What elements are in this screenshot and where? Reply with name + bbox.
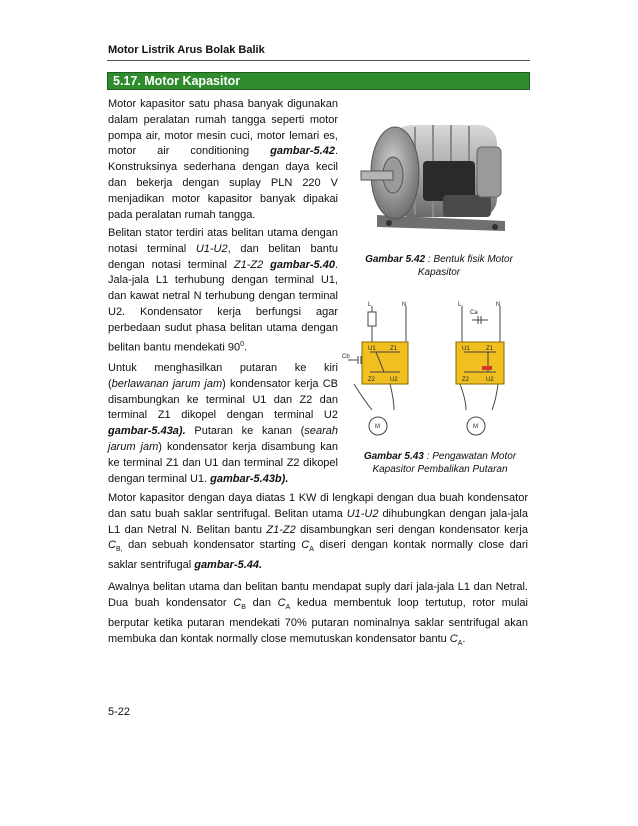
figure-5-42-text: : Bentuk fisik Motor Kapasitor (417, 254, 513, 278)
p4-figure-ref: gambar-5.44. (194, 559, 263, 572)
p2-degree: 0 (240, 340, 245, 348)
p1-figure-ref: gambar-5.42 (270, 145, 335, 158)
p5-ca2: C (449, 632, 458, 645)
p4-z-terminal: Z1-Z2 (266, 523, 296, 536)
p2-text-a: Belitan stator terdiri atas belitan utama dengan notasi terminal (108, 227, 338, 255)
paragraph-3 (108, 361, 338, 487)
p5-cb: C (233, 596, 242, 609)
right-l-label: L (458, 302, 462, 308)
figure-5-43-text: : Pengawatan Motor Kapasitor Pembalikan Putaran (372, 451, 517, 475)
p2-text-b: , dan belitan bantu dengan notasi terminal (108, 242, 338, 271)
p3-text-a: Untuk menghasilkan putaran ke kiri ( (108, 362, 338, 390)
right-ca-label: Ca (470, 310, 478, 316)
running-header: Motor Listrik Arus Bolak Balik (108, 44, 265, 56)
p3-text-d: ) kondensator kerja disambung kan ke terminal Z1 dan U1 dan terminal Z2 dikopel dengan terminal U1. (108, 440, 338, 485)
figure-5-43-caption (350, 450, 530, 476)
p2-z-terminal: Z1-Z2 (233, 258, 264, 271)
left-n-label: N (402, 302, 407, 308)
p2-text-d: . Jala-jala L1 terhubung dengan terminal U1, dan kawat netral N terhubung dengan terminal U2. Kondensator kerja berfungsi agar perbedaan sudut phasa belitan utama dengan belitan bantu mendekati 90 (108, 258, 338, 354)
p5-ca2-sub: A (457, 639, 463, 647)
p4-text-b: dihubungkan dengan jala-jala L1 dan Netral N. Belitan bantu (108, 507, 528, 536)
figure-5-42-caption (355, 253, 523, 279)
p3-figure-ref-a: gambar-5.43a). (108, 425, 186, 438)
figure-5-43-label: Gambar 5.43 (363, 451, 424, 462)
p5-text-b: dan (245, 596, 278, 609)
left-cb-label: Cb (342, 354, 350, 360)
left-z2-label: Z2 (368, 377, 376, 383)
left-l-label: L (368, 302, 372, 308)
paragraph-1 (108, 97, 338, 223)
paragraph-5 (108, 580, 528, 652)
section-title: 5.17. Motor Kapasitor (113, 74, 241, 88)
p4-text-c: disambungkan seri dengan kondensator kerja (295, 523, 528, 536)
right-u1-label: U1 (462, 346, 470, 352)
p3-ccw: berlawanan jarum jam (111, 377, 223, 390)
p5-ca-sub: A (285, 603, 291, 611)
figure-5-42-label: Gambar 5.42 (365, 254, 426, 265)
wiring-diagram (342, 300, 530, 442)
page-number: 5-22 (108, 706, 131, 718)
p2-figure-ref: gambar-5.40 (270, 258, 335, 271)
section-title-bar (107, 72, 530, 90)
right-m-label: M (473, 424, 478, 430)
header-rule (107, 60, 530, 61)
p2-text-e: . (244, 341, 248, 354)
right-n-label: N (496, 302, 501, 308)
p1-text-b: . Konstruksinya sederhana dengan daya kecil dan bekerja dengan suplay PLN 220 V menjadikan motor kapasitor banyak dipakai pada peralatan rumah tangga. (108, 145, 338, 221)
right-z1-label: Z1 (486, 346, 494, 352)
p4-ca-sub: A (309, 546, 314, 554)
p3-figure-ref-b: gambar-5.43b). (210, 472, 289, 485)
paragraph-2 (108, 226, 338, 356)
p4-cb-sub: B, (115, 546, 123, 554)
right-z2-label: Z2 (462, 377, 470, 383)
p5-text-a: Awalnya belitan utama dan belitan bantu mendapat suply dari jala-jala L1 dan Netral. Dua buah kondensator (108, 581, 528, 609)
left-z1-label: Z1 (390, 346, 398, 352)
p1-text-a: Motor kapasitor satu phasa banyak digunakan dalam peralatan rumah tangga seperti motor pompa air, motor mesin cuci, motor lemari es, motor air conditioning (108, 98, 338, 158)
p4-text-a: Motor kapasitor dengan daya diatas 1 KW di lengkapi dengan dua buah kondensator dan satu buah saklar sentrifugal. Belitan utama (108, 492, 528, 520)
p4-ca: C (301, 539, 310, 552)
p5-text-c: kedua membentuk loop tertutup, rotor mulai berputar ketika putaran mendekati 70% putaran nominalnya saklar sentrifugal akan membuka dan kontak normally close memutuskan kondensator bantu (108, 596, 528, 645)
p3-text-c: Putaran ke kanan ( (185, 425, 305, 438)
left-u2-label: U2 (390, 377, 398, 383)
p5-ca: C (277, 596, 286, 609)
left-u1-label: U1 (368, 346, 376, 352)
p5-cb-sub: B (241, 603, 246, 611)
motor-photo (355, 103, 523, 245)
p4-u-terminal: U1-U2 (346, 507, 379, 520)
paragraph-4 (108, 491, 528, 574)
p4-text-d: dan sebuah kondensator starting (122, 539, 302, 552)
right-u2-label: U2 (486, 377, 494, 383)
p4-cb: C (108, 539, 116, 552)
p4-text-e: diseri dengan kontak normally close dari saklar sentrifugal (108, 539, 528, 572)
p2-u-terminal: U1-U2 (195, 242, 228, 255)
left-m-label: M (375, 424, 380, 430)
p5-text-d: . (462, 632, 466, 645)
p3-text-b: ) kondensator kerja CB disambungkan ke terminal U1 dan Z2 dan terminal Z1 dikopel dengan terminal U2 (108, 377, 339, 422)
p3-cw: searah jarum jam (108, 425, 338, 453)
